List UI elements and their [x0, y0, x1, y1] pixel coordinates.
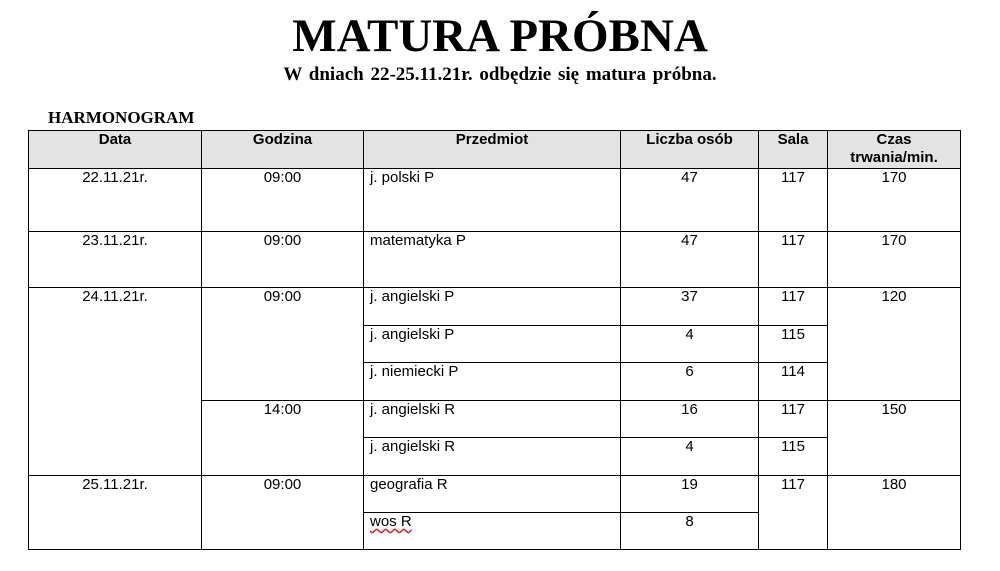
cell-czas: 170 — [828, 232, 961, 288]
cell-liczba-osob: 47 — [621, 232, 759, 288]
cell-godzina: 14:00 — [202, 401, 364, 476]
cell-sala: 115 — [759, 326, 828, 363]
cell-przedmiot: matematyka P — [364, 232, 621, 288]
cell-liczba-osob: 4 — [621, 438, 759, 476]
cell-liczba-osob: 37 — [621, 288, 759, 326]
header-przedmiot: Przedmiot — [364, 131, 621, 169]
table-row — [29, 169, 961, 232]
header-sala: Sala — [759, 131, 828, 169]
cell-sala: 117 — [759, 169, 828, 232]
page-title: MATURA PRÓBNA — [292, 10, 708, 62]
cell-liczba-osob: 4 — [621, 326, 759, 363]
cell-sala: 117 — [759, 401, 828, 438]
cell-liczba-osob: 16 — [621, 401, 759, 438]
cell-sala: 117 — [759, 232, 828, 288]
header-czas-line2: trwania/min. — [850, 149, 938, 166]
cell-sala: 117 — [759, 288, 828, 326]
cell-godzina: 09:00 — [202, 169, 364, 232]
header-godzina: Godzina — [202, 131, 364, 169]
header-czas-line1: Czas — [876, 131, 912, 148]
cell-przedmiot: geografia R — [364, 476, 621, 513]
cell-sala: 115 — [759, 438, 828, 476]
cell-czas: 150 — [828, 401, 961, 476]
header-data: Data — [29, 131, 202, 169]
table-row — [29, 232, 961, 288]
cell-godzina: 09:00 — [202, 288, 364, 401]
cell-data: 24.11.21r. — [29, 288, 202, 476]
schedule-table — [28, 130, 961, 550]
page-subtitle: W dniach 22-25.11.21r. odbędzie się matura próbna. — [283, 64, 717, 85]
table-header-row — [29, 131, 961, 169]
header-liczba-osob: Liczba osób — [621, 131, 759, 169]
cell-data: 22.11.21r. — [29, 169, 202, 232]
cell-sala: 117 — [759, 476, 828, 550]
cell-czas: 170 — [828, 169, 961, 232]
cell-przedmiot: j. angielski P — [364, 326, 621, 363]
cell-liczba-osob: 47 — [621, 169, 759, 232]
cell-czas: 120 — [828, 288, 961, 401]
table-row — [29, 476, 961, 513]
cell-przedmiot: j. angielski P — [364, 288, 621, 326]
cell-przedmiot — [364, 513, 621, 550]
header-czas-trwania — [828, 131, 961, 169]
cell-data: 23.11.21r. — [29, 232, 202, 288]
schedule-label: HARMONOGRAM — [48, 108, 195, 127]
cell-przedmiot: j. angielski R — [364, 401, 621, 438]
cell-godzina: 09:00 — [202, 232, 364, 288]
cell-przedmiot: j. angielski R — [364, 438, 621, 476]
cell-przedmiot: j. niemiecki P — [364, 363, 621, 401]
table-row — [29, 288, 961, 326]
cell-data: 25.11.21r. — [29, 476, 202, 550]
cell-przedmiot-text: wos R — [370, 513, 412, 530]
cell-czas: 180 — [828, 476, 961, 550]
cell-liczba-osob: 19 — [621, 476, 759, 513]
cell-sala: 114 — [759, 363, 828, 401]
cell-przedmiot: j. polski P — [364, 169, 621, 232]
cell-liczba-osob: 6 — [621, 363, 759, 401]
cell-liczba-osob: 8 — [621, 513, 759, 550]
cell-godzina: 09:00 — [202, 476, 364, 550]
